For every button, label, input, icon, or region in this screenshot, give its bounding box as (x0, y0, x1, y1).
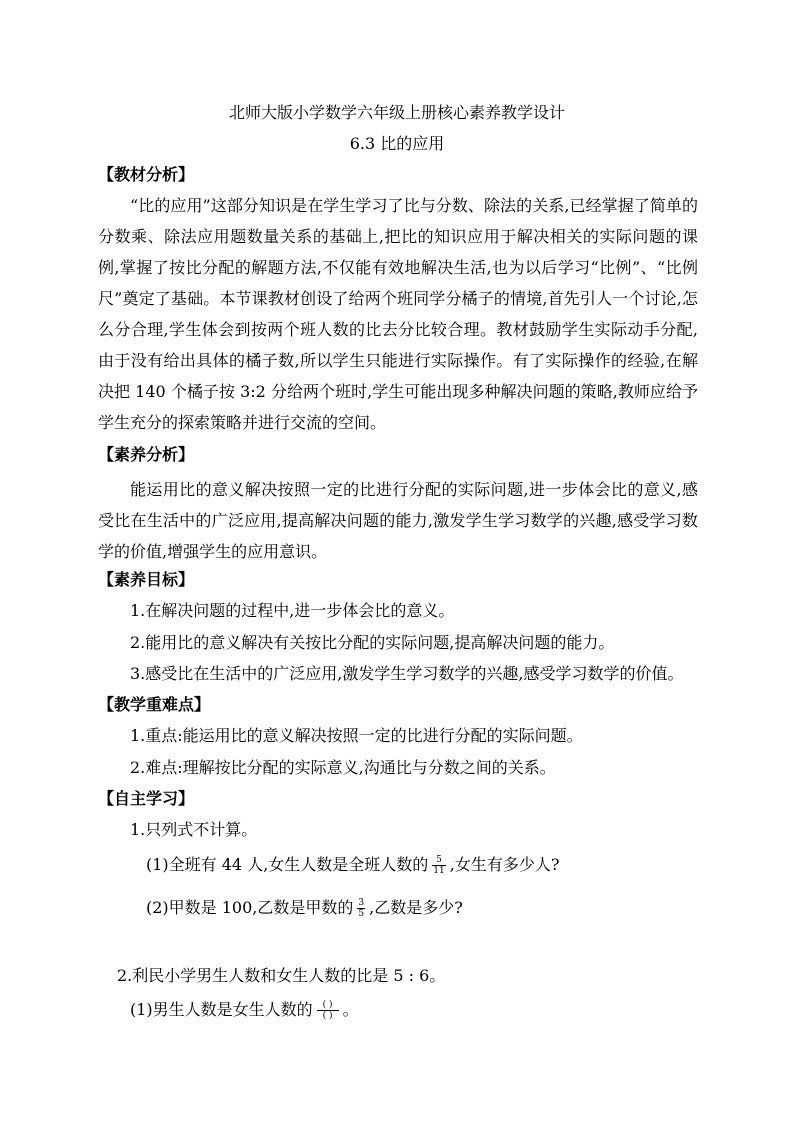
fraction-denominator: 11 (433, 866, 445, 876)
fraction-numerator-blank: ( ) (322, 1000, 333, 1010)
fraction-5-11 (432, 855, 445, 876)
paragraph-material-analysis: “比的应用”这部分知识是在学生学习了比与分数、除法的关系,已经掌握了简单的分数乘、除法应用题数量关系的基础上,把比的知识应用于解决相关的实际问题的课例,掌握了按比分配的解题方法,不仅能有效地解决生活,也为以后学习“比例”、“比例尺”奠定了基础。本节课教材创设了给两个班同学分橘子的情境,首先引人一个讨论,怎么分合理,学生体会到按两个班人数的比去分比较合理。教材鼓励学生实际动手分配,由于没有给出具体的橘子数,所以学生只能进行实际操作。有了实际操作的经验,在解决把 140 个橘子按 3:2 分给两个班时,学生可能出现多种解决问题的策略,教师应给予学生充分的探索策略并进行交流的空间。 (98, 196, 698, 432)
fraction-blank (317, 1000, 339, 1021)
section-heading-literacy-goals: 【素养目标】 (98, 570, 195, 589)
question-2-1-text: (1)男生人数是女生人数的 (130, 1000, 313, 1019)
fraction-denominator-blank: ( ) (317, 1010, 339, 1021)
question-1-2-text: (2)甲数是 100,乙数是甲数的 (146, 898, 354, 917)
section-heading-self-study: 【自主学习】 (98, 789, 195, 808)
question-1-2-text-end: ,乙数是多少? (369, 898, 463, 917)
section-heading-key-points: 【教学重难点】 (98, 695, 211, 714)
question-2-1-text-end: 。 (342, 1000, 359, 1019)
section-heading-material-analysis: 【教材分析】 (98, 165, 195, 184)
question-1: 1.只列式不计算。 (130, 820, 258, 839)
goal-item-3: 3.感受比在生活中的广泛应用,激发学生学习数学的兴趣,感受学习数学的价值。 (130, 664, 684, 683)
fraction-denominator: 5 (358, 909, 365, 919)
goal-item-1: 1.在解决问题的过程中,进一步体会比的意义。 (130, 601, 455, 620)
question-1-1-text-end: ,女生有多少人? (449, 855, 560, 874)
section-heading-literacy-analysis: 【素养分析】 (98, 445, 195, 464)
question-1-1-text: (1)全班有 44 人,女生人数是全班人数的 (146, 855, 429, 874)
fraction-numerator: 5 (436, 855, 442, 865)
document-title: 北师大版小学数学六年级上册核心素养教学设计 (228, 103, 565, 122)
key-point-item-1: 1.重点:能运用比的意义解决按照一定的比进行分配的实际问题。 (130, 726, 583, 745)
question-2: 2.利民小学男生人数和女生人数的比是 5 : 6。 (117, 966, 446, 985)
key-point-item-2: 2.难点:理解按比分配的实际意义,沟通比与分数之间的关系。 (130, 758, 556, 777)
question-1-1 (146, 855, 559, 876)
fraction-3-5 (357, 898, 365, 919)
goal-item-2: 2.能用比的意义解决有关按比分配的实际问题,提高解决问题的能力。 (130, 633, 615, 652)
question-2-1 (130, 1000, 359, 1021)
question-1-2 (146, 898, 463, 919)
paragraph-literacy-analysis: 能运用比的意义解决按照一定的比进行分配的实际问题,进一步体会比的意义,感受比在生活中的广泛应用,提高解决问题的能力,激发学生学习数学的兴趣,感受学习数学的价值,增强学生的应用意识。 (98, 480, 698, 561)
fraction-numerator: 3 (358, 898, 365, 908)
document-subtitle: 6.3 比的应用 (349, 134, 445, 153)
